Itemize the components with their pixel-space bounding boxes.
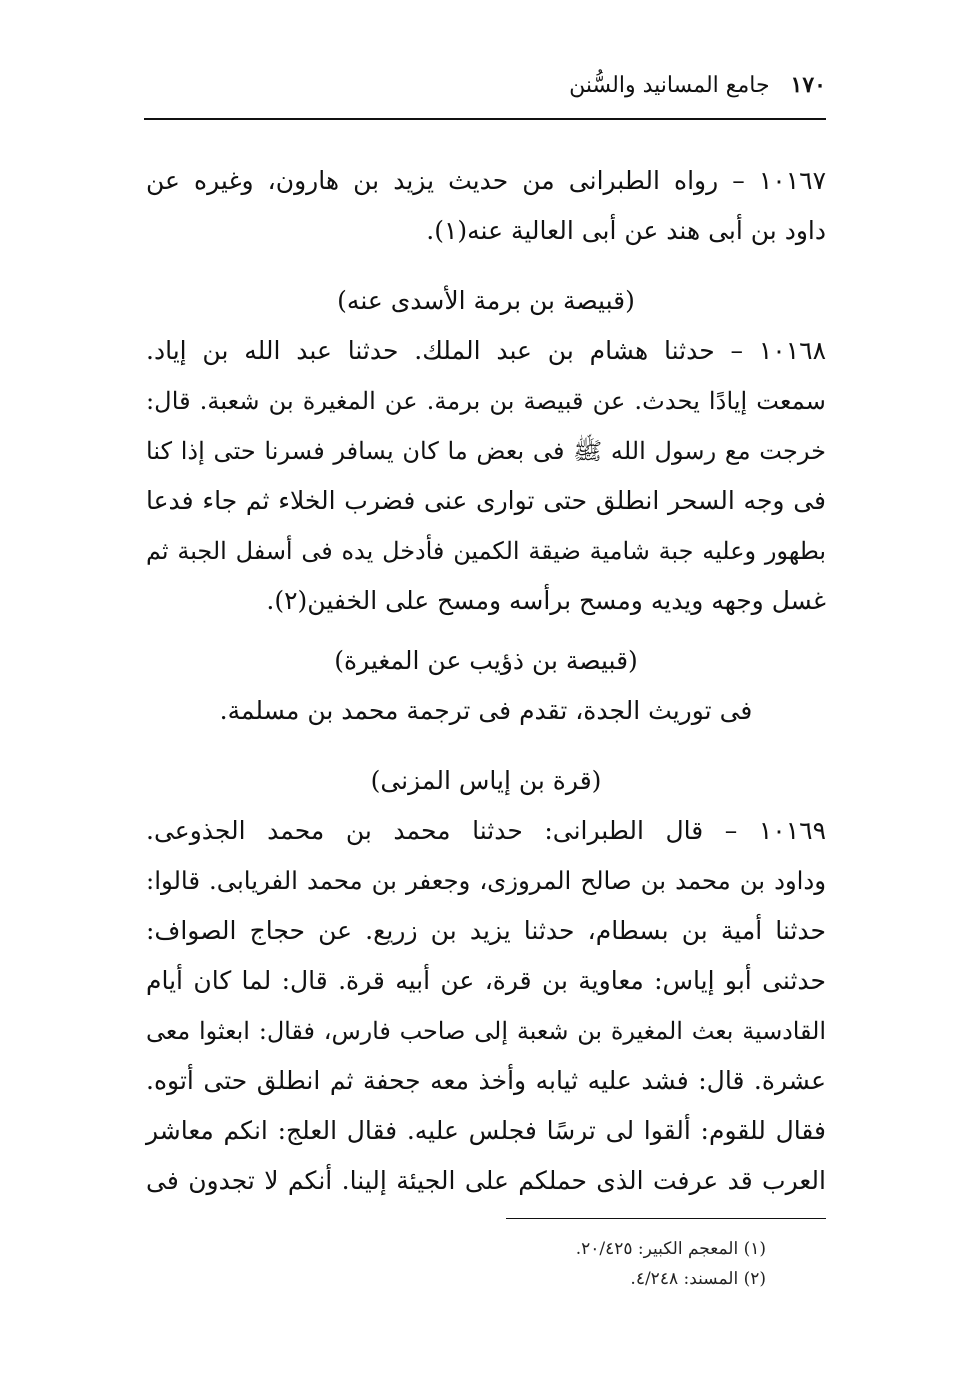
section-title: (قبيصة بن برمة الأسدى عنه) <box>337 286 635 315</box>
header-rule <box>144 118 826 120</box>
text-line: ١٠١٦٧ – رواه الطبرانى من حديث يزيد بن هارون، وغيره عن <box>146 166 826 195</box>
footnote-2: (٢) المسند: ٤/٢٤٨. <box>630 1269 766 1289</box>
footnote-1: (١) المعجم الكبير: ٢٠/٤٢٥. <box>575 1239 766 1259</box>
section-qabisa-ibn-burma <box>146 276 826 626</box>
footnote-rule <box>506 1218 826 1219</box>
text-line: ١٠١٦٨ – حدثنا هشام بن عبد الملك. حدثنا عبد الله بن إياد. <box>146 336 826 365</box>
text-line: وداود بن محمد بن صالح المروزى، وجعفر بن محمد الفريابى. قالوا: <box>146 866 826 895</box>
text-line: فقال للقوم: ألقوا لى ترسًا فجلس عليه. فقال العلج: انكم معاشر <box>146 1116 826 1145</box>
text-line: غسل وجهه ويديه ومسح برأسه ومسح على الخفين(٢). <box>266 586 826 615</box>
running-head <box>569 72 826 98</box>
text-line: داود بن أبى هند عن أبى العالية عنه(١). <box>426 216 826 245</box>
text-line: حدثنا أمية بن بسطام، حدثنا يزيد بن زريع. عن حجاج الصواف: <box>146 916 826 945</box>
section-qurra-ibn-iyas <box>146 756 826 1206</box>
text-line: حدثنى أبو إياس: معاوية بن قرة، عن أبيه قرة. قال: لما كان أيام <box>146 966 826 995</box>
text-line: عشرة. قال: فشد عليه ثيابه وأخذ معه جحفة ثم انطلق حتى أتوه. <box>146 1066 826 1095</box>
text-line: فى وجه السحر انطلق حتى توارى عنى فضرب الخلاء ثم جاء فدعا <box>146 486 826 515</box>
text-line: القادسية بعث المغيرة بن شعبة إلى صاحب فارس، فقال: ابعثوا معى <box>146 1017 826 1045</box>
page-number: ١٧٠ <box>790 72 826 98</box>
cross-reference-note: فى توريث الجدة، تقدم فى ترجمة محمد بن مسلمة. <box>219 696 753 725</box>
text-line: العرب قد عرفت الذى حملكم على الجيئة إلينا. أنكم لا تجدون فى <box>146 1166 826 1195</box>
section-title: (قبيصة بن ذؤيب عن المغيرة) <box>334 646 638 675</box>
text-line: ١٠١٦٩ – قال الطبرانى: حدثنا محمد بن محمد الجذوعى. <box>146 816 826 845</box>
section-qabisa-ibn-dhuayb <box>146 636 826 736</box>
section-title: (قرة بن إياس المزنى) <box>370 766 602 795</box>
text-line: بطهور وعليه جبة شامية ضيقة الكمين فأدخل يده فى أسفل الجبة ثم <box>146 537 826 565</box>
book-title: جامع المسانيد والسُّنن <box>569 73 770 98</box>
footnotes <box>576 1234 766 1294</box>
text-line: خرجت مع رسول الله ﷺ فى بعض ما كان يسافر فسرنا حتى إذا كنا <box>146 437 826 465</box>
text-line: سمعت إيادًا يحدث. عن قبيصة بن برمة. عن المغيرة بن شعبة. قال: <box>146 387 826 415</box>
hadith-10167 <box>146 156 826 256</box>
